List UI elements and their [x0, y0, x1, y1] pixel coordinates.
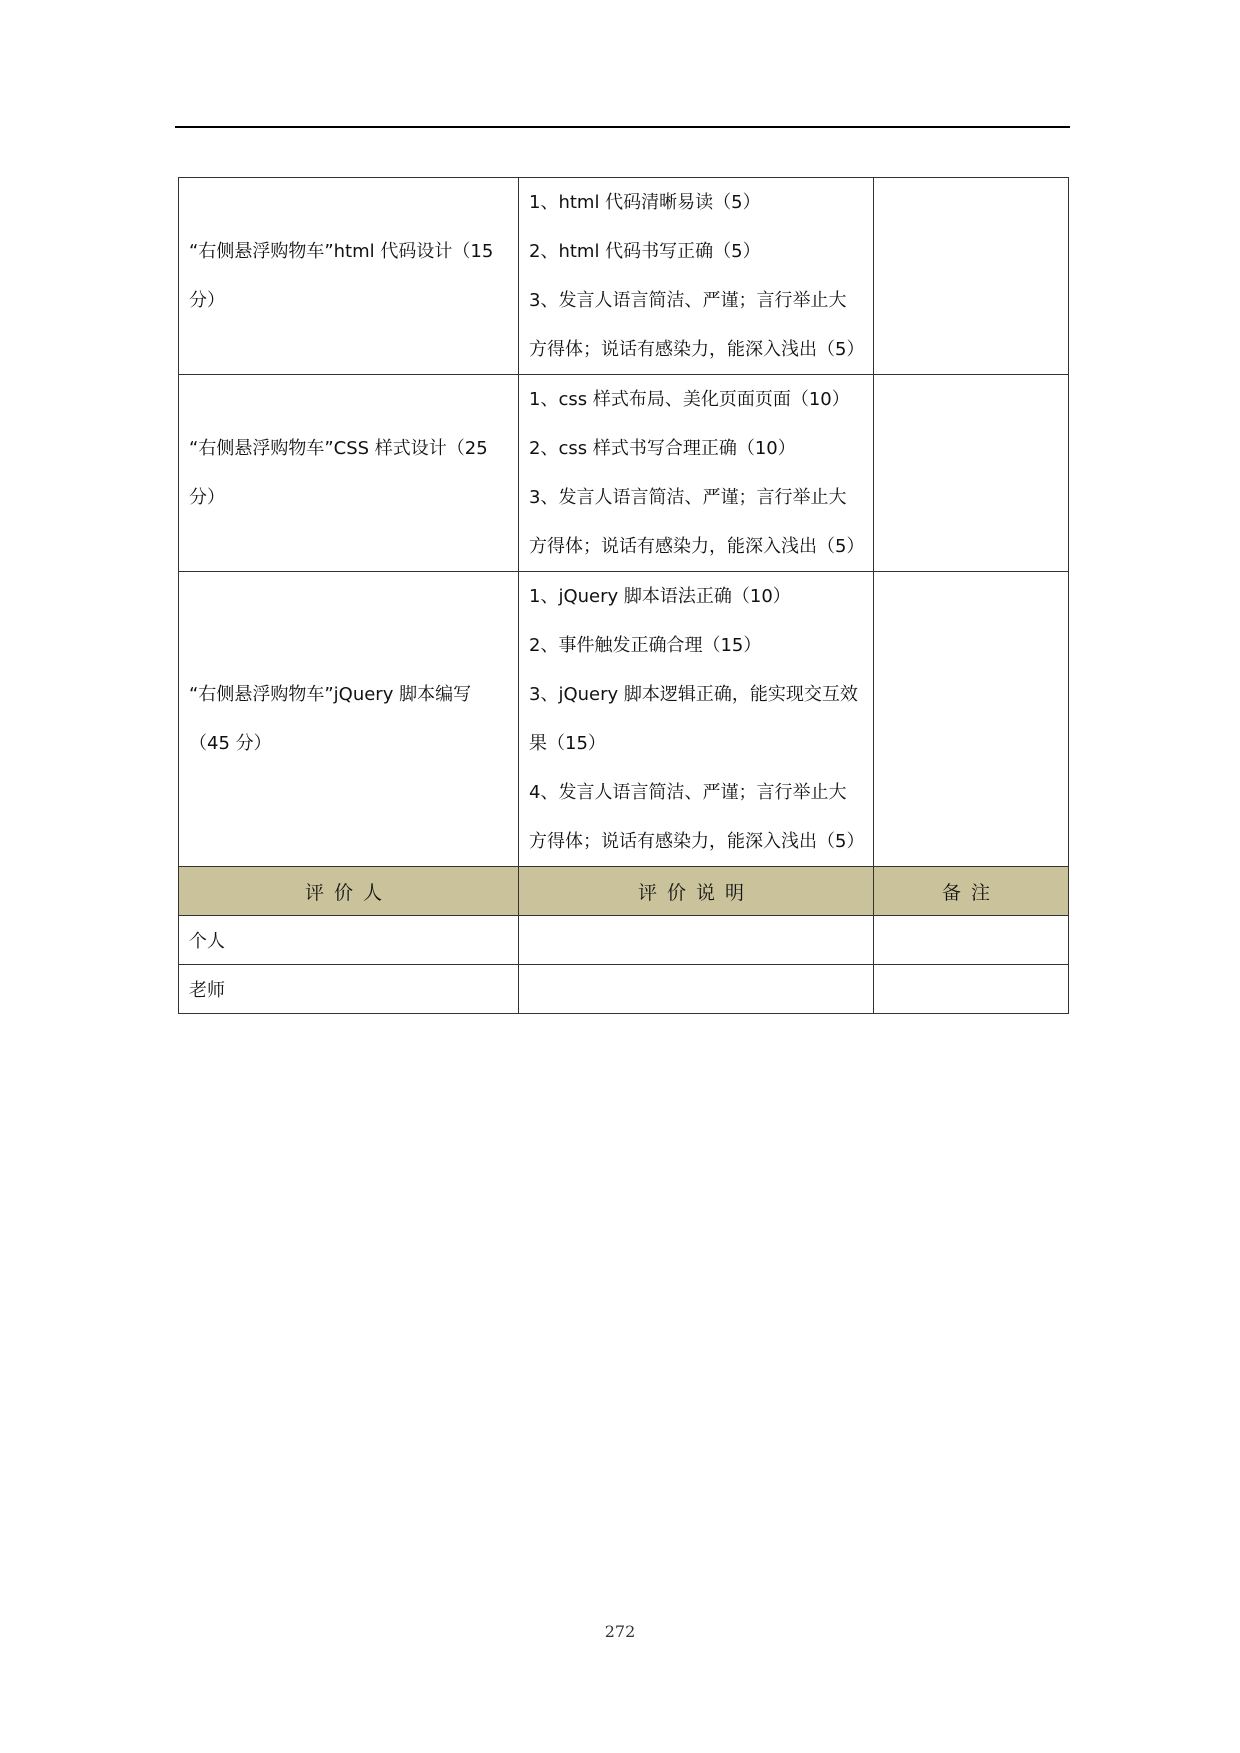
criteria-line: 方得体；说话有感染力，能深入浅出（5） [529, 536, 865, 557]
evaluator-column-header: 评价人 [179, 867, 519, 916]
rubric-criteria [519, 572, 874, 867]
rubric-remark [874, 375, 1069, 572]
criteria-line: 3、发言人语言简洁、严谨；言行举止大 [529, 290, 847, 311]
rubric-row [179, 178, 1069, 375]
remark-column-header: 备注 [874, 867, 1069, 916]
evaluator-name: 老师 [179, 965, 519, 1014]
criteria-line: 2、css 样式书写合理正确（10） [529, 438, 796, 459]
rubric-table [178, 177, 1069, 1014]
evaluator-remark [874, 916, 1069, 965]
criteria-line: 1、html 代码清晰易读（5） [529, 192, 761, 213]
rubric-remark [874, 178, 1069, 375]
criteria-line: 2、事件触发正确合理（15） [529, 635, 762, 656]
description-column-header: 评价说明 [519, 867, 874, 916]
rubric-criteria [519, 178, 874, 375]
criteria-line: 3、发言人语言简洁、严谨；言行举止大 [529, 487, 847, 508]
page-number: 272 [604, 1622, 636, 1641]
criteria-line: 方得体；说话有感染力，能深入浅出（5） [529, 831, 865, 852]
evaluator-description [519, 965, 874, 1014]
evaluator-row [179, 916, 1069, 965]
rubric-remark [874, 572, 1069, 867]
criteria-line: 1、jQuery 脚本语法正确（10） [529, 586, 791, 607]
evaluator-description [519, 916, 874, 965]
rubric-item: “右侧悬浮购物车”CSS 样式设计（25 分） [179, 375, 519, 572]
evaluator-name: 个人 [179, 916, 519, 965]
criteria-line: 3、jQuery 脚本逻辑正确，能实现交互效 [529, 684, 858, 705]
evaluator-row [179, 965, 1069, 1014]
criteria-line: 1、css 样式布局、美化页面页面（10） [529, 389, 850, 410]
evaluator-remark [874, 965, 1069, 1014]
criteria-line: 果（15） [529, 733, 606, 754]
rubric-criteria [519, 375, 874, 572]
rubric-item: “右侧悬浮购物车”jQuery 脚本编写（45 分） [179, 572, 519, 867]
rubric-row [179, 375, 1069, 572]
criteria-line: 2、html 代码书写正确（5） [529, 241, 761, 262]
evaluation-header-row [179, 867, 1069, 916]
criteria-line: 4、发言人语言简洁、严谨；言行举止大 [529, 782, 847, 803]
header-rule [175, 126, 1070, 128]
criteria-line: 方得体；说话有感染力，能深入浅出（5） [529, 339, 865, 360]
rubric-item: “右侧悬浮购物车”html 代码设计（15 分） [179, 178, 519, 375]
rubric-row [179, 572, 1069, 867]
